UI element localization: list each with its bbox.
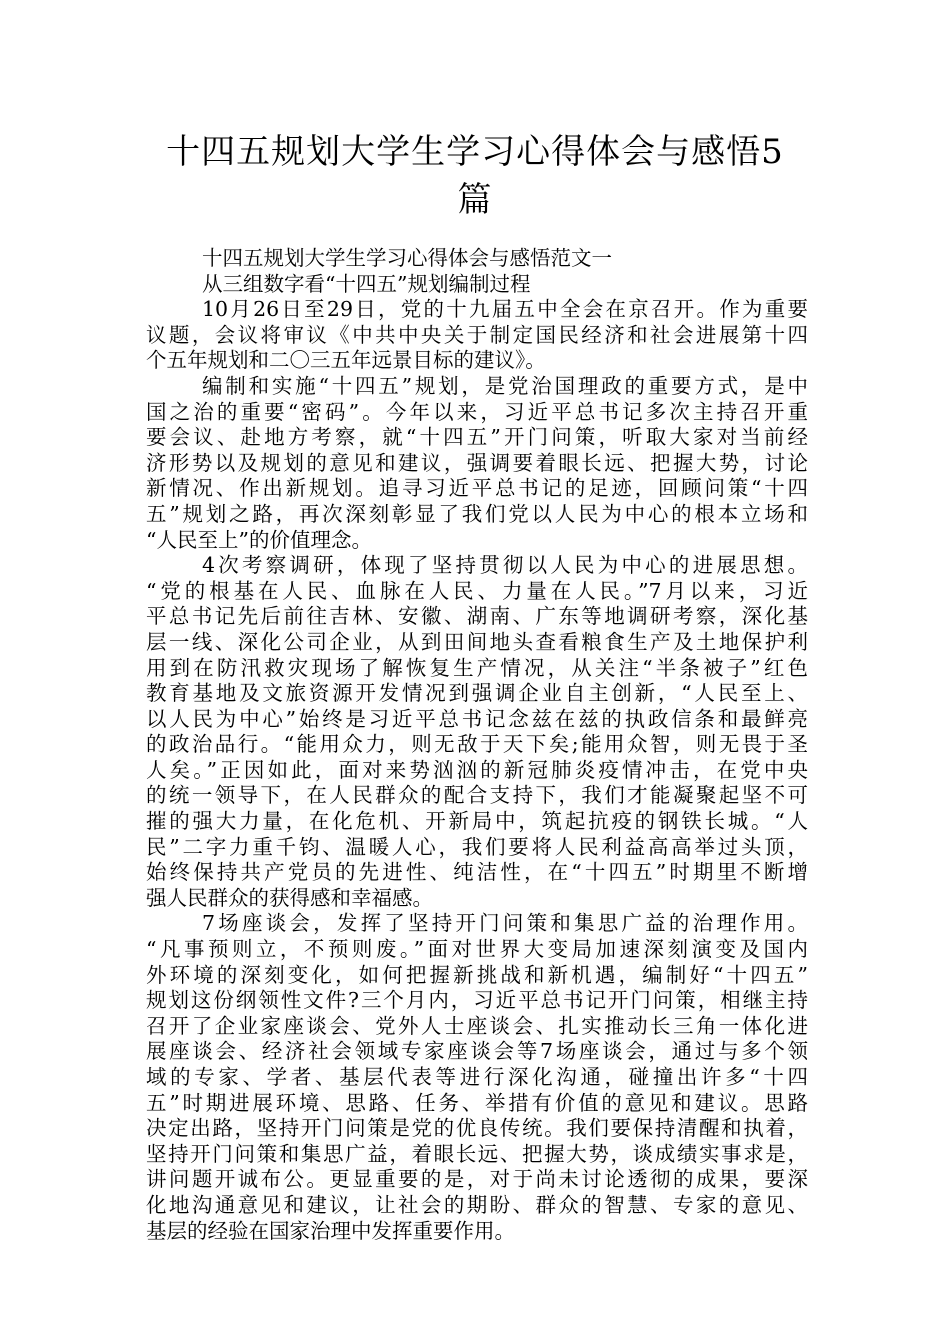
paragraph-line: 教育基地及文旅资源开发情况到强调企业自主创新，“人民至上、	[146, 681, 808, 706]
paragraph-line: 济形势以及规划的意见和建议，强调要着眼长远、把握大势，讨论	[146, 450, 808, 475]
paragraph-line: 五”规划之路，再次深刻彰显了我们党以人民为中心的根本立场和	[146, 501, 808, 526]
paragraph-line: 五”时期进展环境、思路、任务、举措有价值的意见和建议。思路	[146, 1090, 808, 1115]
paragraph-line: 层一线、深化公司企业，从到田间地头查看粮食生产及土地保护利	[146, 629, 808, 654]
paragraph-line: 7场座谈会，发挥了坚持开门问策和集思广益的治理作用。	[202, 911, 808, 936]
paragraph-line: 议题，会议将审议《中共中央关于制定国民经济和社会进展第十四	[146, 322, 808, 347]
title-line-2: 篇	[457, 180, 493, 220]
paragraph-line: “凡事预则立，不预则废。”面对世界大变局加速深刻演变及国内	[146, 937, 808, 962]
paragraph-line: 4次考察调研，体现了坚持贯彻以人民为中心的进展思想。	[202, 553, 808, 578]
paragraph-line: 人矣。”正因如此，面对来势汹汹的新冠肺炎疫情冲击，在党中央	[146, 757, 808, 782]
paragraph-line: 个五年规划和二〇三五年远景目标的建议》。	[146, 348, 546, 373]
paragraph-line: 强人民群众的获得感和幸福感。	[146, 885, 433, 910]
section-subheading: 从三组数字看“十四五”规划编制过程	[202, 271, 531, 296]
paragraph-line: 10月26日至29日，党的十九届五中全会在京召开。作为重要	[202, 297, 808, 322]
paragraph-line: 摧的强大力量，在化危机、开新局中，筑起抗疫的钢铁长城。“人	[146, 809, 808, 834]
document-title	[140, 128, 810, 224]
paragraph-line: 展座谈会、经济社会领域专家座谈会等7场座谈会，通过与多个领	[146, 1039, 808, 1064]
paragraph-line: 用到在防汛救灾现场了解恢复生产情况，从关注“半条被子”红色	[146, 655, 808, 680]
paragraph-line: 的政治品行。“能用众力，则无敌于天下矣;能用众智，则无畏于圣	[146, 732, 808, 757]
paragraph-line: 民”二字力重千钧、温暖人心，我们要将人民利益高高举过头顶，	[146, 834, 808, 859]
paragraph-line: 的统一领导下，在人民群众的配合支持下，我们才能凝聚起坚不可	[146, 783, 808, 808]
paragraph-line: 讲问题开诚布公。更显重要的是，对于尚未讨论透彻的成果，要深	[146, 1167, 808, 1192]
paragraph-line: 域的专家、学者、基层代表等进行深化沟通，碰撞出许多“十四	[146, 1065, 808, 1089]
section-heading: 十四五规划大学生学习心得体会与感悟范文一	[202, 246, 612, 270]
title-line-1: 十四五规划大学生学习心得体会与感悟5	[166, 132, 784, 172]
paragraph-line: 基层的经验在国家治理中发挥重要作用。	[146, 1218, 515, 1243]
paragraph-line: 始终保持共产党员的先进性、纯洁性，在“十四五”时期里不断增	[146, 860, 808, 885]
paragraph-line: 编制和实施“十四五”规划，是党治国理政的重要方式，是中	[202, 373, 808, 398]
paragraph-line: “人民至上”的价值理念。	[146, 527, 372, 552]
paragraph-line: 坚持开门问策和集思广益，着眼长远、把握大势，谈成绩实事求是，	[146, 1141, 808, 1166]
paragraph-line: 平总书记先后前往吉林、安徽、湖南、广东等地调研考察，深化基	[146, 604, 808, 629]
paragraph-line: 决定出路，坚持开门问策是党的优良传统。我们要保持清醒和执着，	[146, 1116, 808, 1141]
paragraph-line: “党的根基在人民、血脉在人民、力量在人民。”7月以来，习近	[146, 578, 808, 603]
paragraph-line: 国之治的重要“密码”。今年以来，习近平总书记多次主持召开重	[146, 399, 808, 424]
paragraph-line: 召开了企业家座谈会、党外人士座谈会、扎实推动长三角一体化进	[146, 1013, 808, 1038]
paragraph-line: 规划这份纲领性文件?三个月内，习近平总书记开门问策，相继主持	[146, 988, 808, 1013]
paragraph-line: 外环境的深刻变化，如何把握新挑战和新机遇，编制好“十四五”	[146, 962, 808, 987]
paragraph-line: 要会议、赴地方考察，就“十四五”开门问策，听取大家对当前经	[146, 425, 808, 450]
paragraph-line: 化地沟通意见和建议，让社会的期盼、群众的智慧、专家的意见、	[146, 1192, 808, 1217]
paragraph-line: 新情况、作出新规划。追寻习近平总书记的足迹，回顾问策“十四	[146, 476, 808, 501]
paragraph-line: 以人民为中心”始终是习近平总书记念兹在兹的执政信条和最鲜亮	[146, 706, 808, 731]
document-body	[146, 246, 808, 1244]
